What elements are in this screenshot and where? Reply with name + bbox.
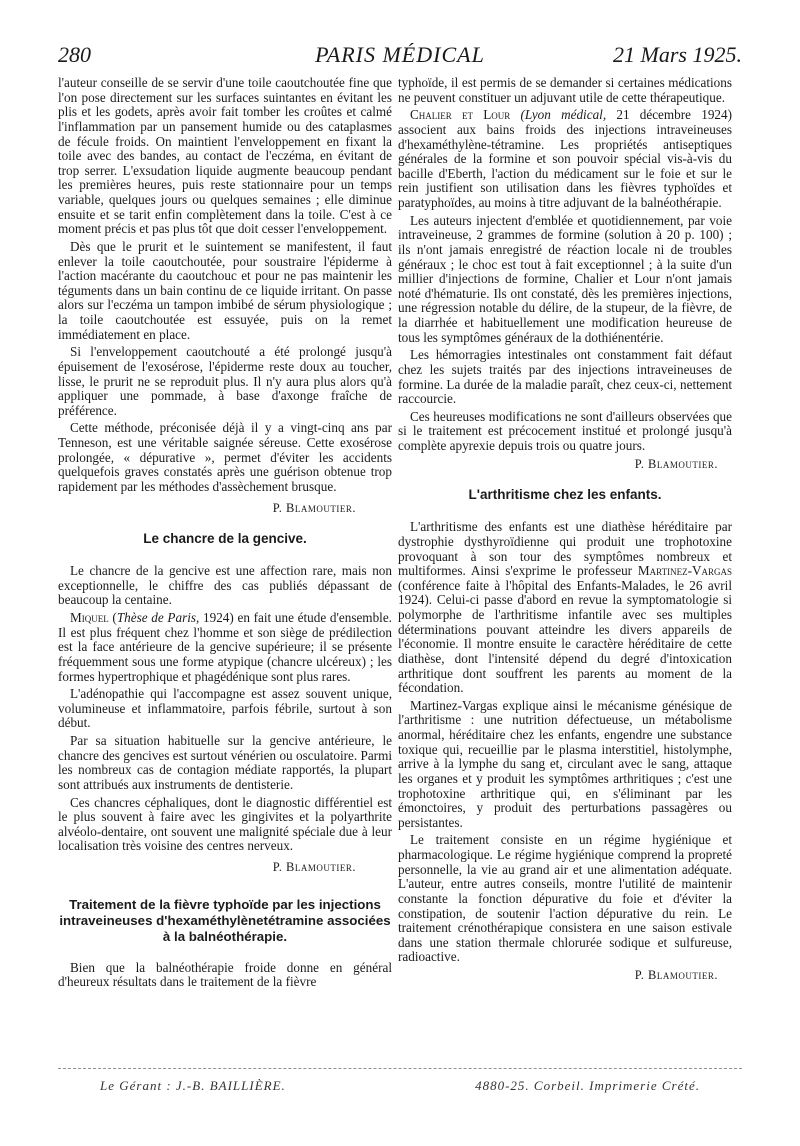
page-number: 280: [58, 42, 91, 67]
reference-date: 21 décembre 1924): [606, 107, 732, 123]
signature: P. Blamoutier.: [634, 968, 718, 982]
paragraph: Bien que la balnéothérapie froide donne en général d'heureux résultats dans le traitement de la fièvre: [58, 959, 392, 990]
reference-title: (Lyon médical,: [520, 107, 607, 123]
footer-divider: [58, 1068, 742, 1069]
section-title-arthritisme: L'arthritisme chez les enfants.: [468, 487, 662, 503]
section-title-typhoide: Traitement de la fièvre typhoïde par les injections intraveineuses d'hexaméthylènetétramine associées à la balnéothérapie.: [59, 896, 391, 944]
paragraph-text: L'arthritisme des enfants est une diathèse héréditaire par dystrophie dysthyroïdienne qui produit une trophotoxine provoquant à son tour des symptômes nombreux et multiformes. Ainsi s'exprime le professeur: [398, 519, 732, 579]
paragraph: Martinez-Vargas explique ainsi le mécanisme génésique de l'arthritisme : une nutrition défectueuse, un métabolisme anormal, héréditaire chez les enfants, engendre une substance toxique qui, recueillie par le plasma interstitiel, histolymphe, arrive à la lymphe du sang et, circulant avec le sang, attaque les organes et y produit les symptômes arthritiques ; c'est une trophotoxine arthritique qui, en s'éliminant par les émonctoires, y produit des perturbations passagères ou persistantes.: [398, 697, 732, 830]
paragraph: [398, 520, 732, 696]
reference-year: 1924): [199, 610, 234, 625]
paragraph: L'adénopathie qui l'accompagne est assez souvent unique, volumineuse et inflammatoire, parfois fébrile, surtout à son début.: [58, 686, 392, 731]
paragraph: Les auteurs injectent d'emblée et quotidiennement, par voie intraveineuse, 2 grammes de formine (solution à 20 p. 100) ; ils n'ont jamais enregistré de réaction locale ni de troubles généraux ; le choc est tout à fait exceptionnel ; à la suite d'un millier d'injections de formine, Chalier et Lour n'ont jamais noté d'hématurie. Ils ont constaté, dès les premières injections, une régression notable du délire, de la stupeur, de la fièvre, de la diarrhée et habituellement une modification heureuse de tous les symptômes généraux de la dothiénentérie.: [398, 212, 732, 345]
author-name: Martinez-Vargas: [637, 563, 732, 579]
paragraph: Par sa situation habituelle sur la gencive antérieure, le chancre des gencives est surtout vénérien ou osculatoire. Parmi les nombreux cas de contagion médiate rapportés, la plupart sont attribués aux instruments de dentisterie.: [58, 733, 392, 792]
paragraph: Ces chancres céphaliques, dont le diagnostic différentiel est le plus souvent à faire avec les gingivites et la polyarthrite alvéolo-dentaire, ont souvent une malignité spéciale due à leur localisation très voisine des centres nerveux.: [58, 794, 392, 854]
author-name: Miquel: [70, 610, 109, 625]
paragraph: Si l'enveloppement caoutchouté a été prolongé jusqu'à épuisement de l'exosérose, l'épiderme reste doux au toucher, lisse, le prurit ne se reproduit plus. Il n'y aura plus alors qu'à appliquer une pommade, à base d'axonge fraîche de préférence.: [58, 344, 392, 418]
paragraph: Le chancre de la gencive est une affection rare, mais non exceptionnelle, le chiffre des cas publiés dépassant de beaucoup la centaine.: [58, 563, 392, 608]
paragraph: Dès que le prurit et le suintement se manifestent, il faut enlever la toile caoutchoutée, pour soustraire l'épiderme à l'action macérante du caoutchouc et pour ne pas maintenir les téguments dans un bain continu de ce liquide irritant. On passe alors sur l'eczéma un tampon imbibé de sérum physiologique ; la toile caoutchoutée est essuyée, puis on la remet immédiatement en place.: [58, 238, 392, 342]
paragraph-text: (conférence faite à l'hôpital des Enfants-Malades, le 26 avril 1924). Celui-ci passe d'abord en revue la symptomatologie si polymorphe de l'arthritisme infantile avec ses multiples déterminations pouvant atteindre les divers appareils de l'économie. Il montre ensuite le caractère héréditaire de cette diathèse, dont l'intensité dépend du degré d'intoxication arthritique dont souffrent les parents au moment de la fécondation.: [398, 577, 732, 696]
paragraph: Ces heureuses modifications ne sont d'ailleurs observées que si le traitement est précocement institué et prolongé jusqu'à complète apyrexie depuis trois ou quatre jours.: [398, 408, 732, 453]
paragraph: Cette méthode, préconisée déjà il y a vingt-cinq ans par Tenneson, est une véritable saignée séreuse. Cette exosérose prolongée, « dépurative », permet d'éviter les accidents quelquefois graves constatés après une guérison obtenue trop rapidement par les méthodes d'assèchement brusque.: [58, 420, 392, 494]
section-title-chancre: Le chancre de la gencive.: [143, 531, 307, 547]
paragraph: typhoïde, il est permis de se demander si certaines médications ne peuvent constituer un adjuvant utile de cette thérapeutique.: [398, 75, 732, 105]
page-header: [58, 42, 742, 72]
paragraph: Miquel (Thèse de Paris, 1924) en fait une étude d'ensemble. Il est plus fréquent chez l'homme et son siège de prédilection est la face antérieure de la gencive supérieure; il se présente fréquemment sous une forme atypique (chancre ulcéreux) ; les formes hypertrophique et phagédénique sont plus rares.: [58, 610, 392, 684]
author-name: Chalier et Lour: [410, 107, 511, 123]
paragraph: Le traitement consiste en un régime hygiénique et pharmacologique. Le régime hygiénique comprend la propreté personnelle, la vie au grand air et une alimentation adéquate. L'auteur, entre autres conseils, montre l'utilité de maintenir constante la fonction dépurative du foie et d'éviter la constipation, de soutenir l'action dépurative du rein. Le traitement crénothérapique consistera en une saison estivale dans une station thermale chlorurée sodique et sulfureuse, radioactive.: [398, 832, 732, 965]
issue-date: 21 Mars 1925.: [613, 42, 742, 67]
footer-printer: 4880-25. Corbeil. Imprimerie Crété.: [475, 1078, 700, 1093]
footer-publisher: Le Gérant : J.-B. BAILLIÈRE.: [100, 1078, 286, 1093]
paragraph: [398, 108, 732, 210]
paragraph-text: en fait une étude d'ensemble. Il est plus fréquent chez l'homme et son siège de prédilection est la face antérieure de la gencive supérieure; il se présente fréquemment sous une forme atypique (chancre ulcéreux) ; les formes hypertrophique et phagédénique sont plus rares.: [58, 610, 392, 684]
left-column: [58, 76, 392, 993]
signature: P. Blamoutier.: [272, 860, 356, 874]
signature: P. Blamoutier.: [634, 456, 718, 471]
paragraph-text: associent aux bains froids des injections intraveineuses d'hexaméthylène-tétramine. Les propriétés antiseptiques générales de la formine et son pouvoir spécial vis-à-vis du bacille d'Eberth, l'action du médicament sur le foie et sur le rein justifient son utilisation dans les fièvres typhoïdes et paratyphoïdes, au moins à titre adjuvant de la balnéothérapie.: [398, 121, 732, 210]
reference-title: Thèse de Paris,: [116, 610, 200, 625]
journal-title: PARIS MÉDICAL: [315, 42, 485, 67]
right-column: [398, 76, 732, 987]
paragraph: Les hémorragies intestinales ont constamment fait défaut chez les sujets traités par des injections intraveineuses de formine. La durée de la maladie paraît, chez ceux-ci, nettement raccourcie.: [398, 347, 732, 407]
signature: P. Blamoutier.: [272, 500, 356, 515]
paragraph: l'auteur conseille de se servir d'une toile caoutchoutée fine que l'on pose directement sur les surfaces suintantes en évitant les plis et les godets, après avoir fait tomber les croûtes et calmé l'inflammation par un pansement humide ou des cataplasmes de fécule froids. On maintient l'enveloppement en fixant la toile avec des bandes, au contact de l'eczéma, en évitant de trop serrer. L'exsudation liquide augmente beaucoup pendant les premières heures, puis reste stationnaire pour un temps variable, quelques jours ou quelques semaines ; elle diminue ensuite et se tarit enfin complètement dans la toile. C'est à ce moment précis et pas plus tôt que doit cesser l'enveloppement.: [58, 75, 392, 237]
